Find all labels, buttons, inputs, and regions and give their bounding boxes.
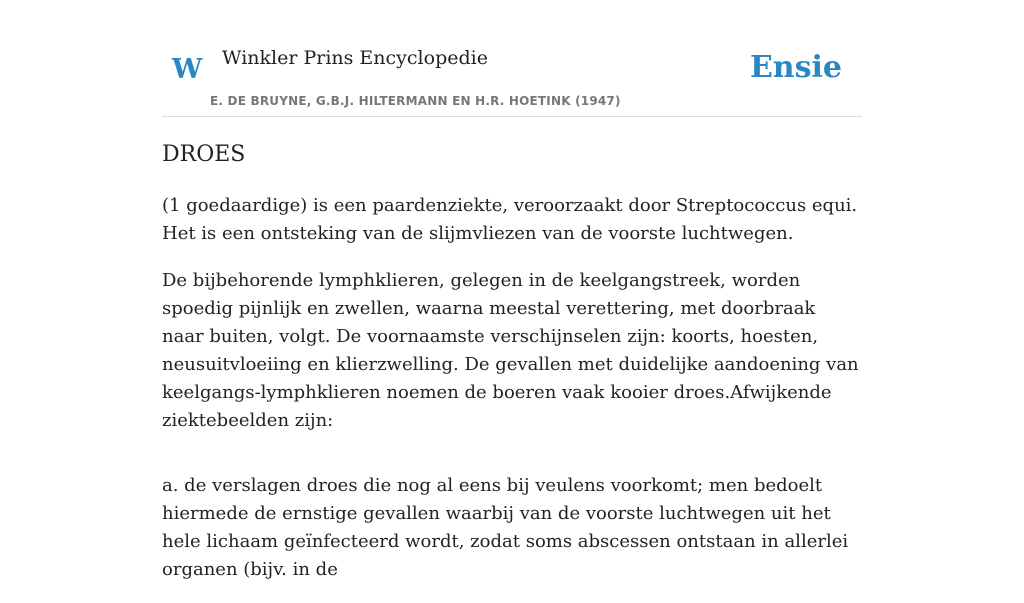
- book-title-link[interactable]: Winkler Prins Encyclopedie: [222, 47, 488, 69]
- entry-paragraph-1: (1 goedaardige) is een paardenziekte, veroorzaakt door Streptococcus equi. Het is een ontsteking van de slijmvliezen van de voorste luchtwegen.: [162, 195, 858, 244]
- entry-paragraph-2: De bijbehorende lymphklieren, gelegen in de keelgangstreek, worden spoedig pijnlijk en zwellen, waarna meestal verettering, met doorbraak naar buiten, volgt. De voornaamste verschijnselen zijn: koorts, hoesten, neusuitvloeiing en klierzwelling. De gevallen met duidelijke aandoening van keelgangs-lymphklieren noemen de boeren vaak kooier droes.Afwijkende ziektebeelden zijn:: [162, 270, 859, 431]
- entry-body: [162, 192, 862, 603]
- entry-paragraph-3: a. de verslagen droes die nog al eens bij veulens voorkomt; men bedoelt hiermede de ernstige gevallen waarbij van de voorste luchtwegen uit het hele lichaam geïnfecteerd wordt, zodat soms abscessen ontstaan in allerlei organen (bijv. in de: [162, 475, 849, 580]
- winkler-prins-logo[interactable]: W: [172, 54, 203, 85]
- entry-title: DROES: [162, 142, 246, 167]
- header: [162, 0, 862, 117]
- book-authors: E. DE BRUYNE, G.B.J. HILTERMANN EN H.R. HOETINK (1947): [210, 94, 621, 108]
- ensie-logo-link[interactable]: Ensie: [749, 50, 842, 85]
- page: [162, 0, 862, 580]
